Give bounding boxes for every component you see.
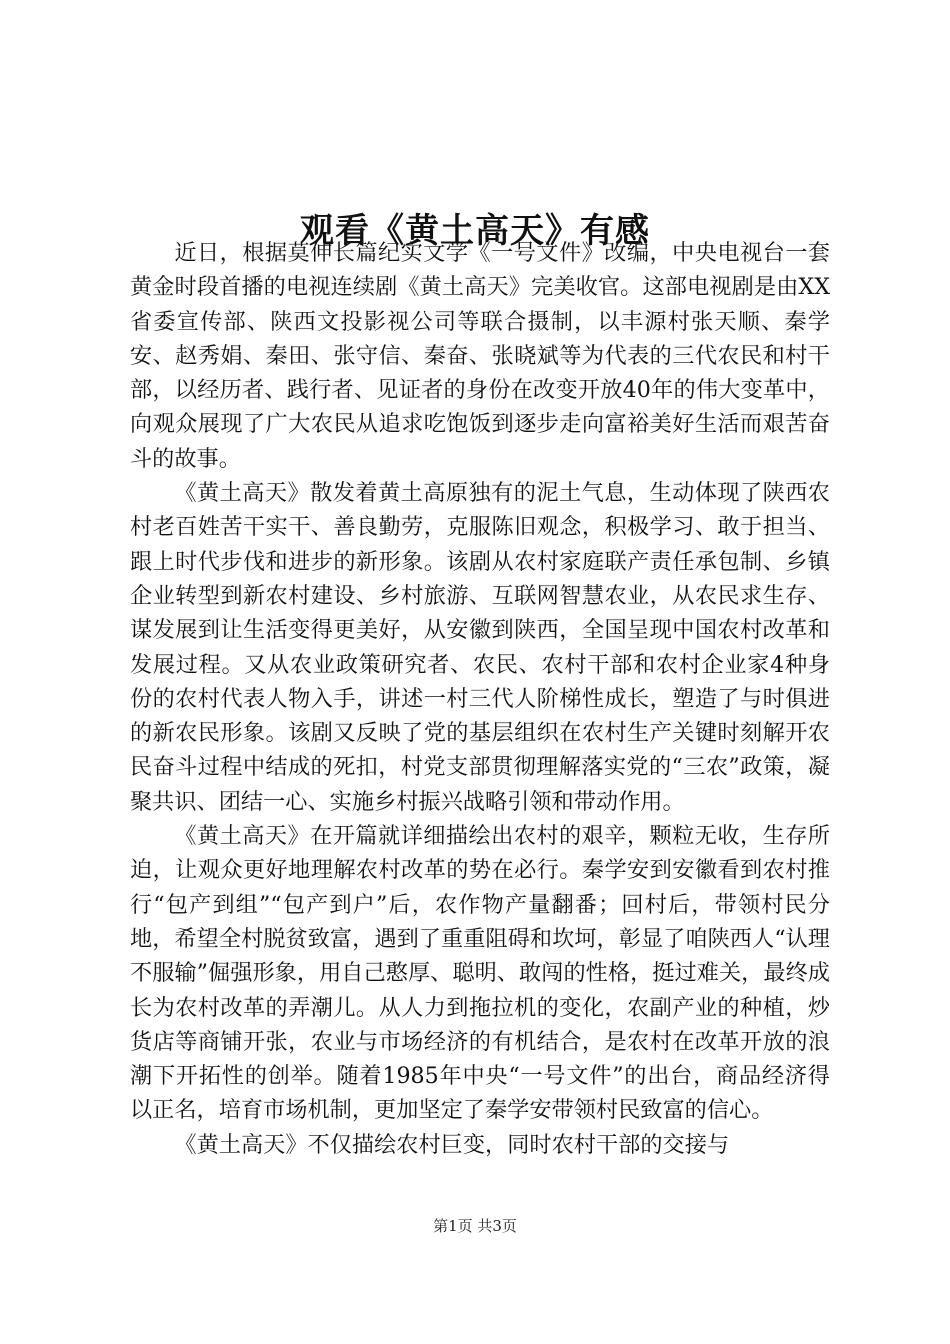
paragraph-3: 《黄土高天》在开篇就详细描绘出农村的艰辛，颗粒无收，生存所迫，让观众更好地理解农村改革的势在必行。秦学安到安徽看到农村推行“包产到组”“包产到户”后，农作物产量翻番；回村后，带领村民分地，希望全村脱贫致富，遇到了重重阻碍和坎坷，彰显了咱陕西人“认理不服输”倔强形象，用自己憨厚、聪明、敢闯的性格，挺过难关，最终成长为农村改革的弄潮儿。从人力到拖拉机的变化，农副产业的种植，炒货店等商铺开张，农业与市场经济的有机结合，是农村在改革开放的浪潮下开拓性的创举。随着1985年中央“一号文件”的出台，商品经济得以正名，培育市场机制，更加坚定了秦学安带领村民致富的信心。 xyxy=(130,823,830,1124)
document-title: 观看《黄土高天》有感 xyxy=(300,210,650,251)
paragraph-4: 《黄土高天》不仅描绘农村巨变，同时农村干部的交接与 xyxy=(174,1131,730,1158)
document-body xyxy=(130,236,830,1162)
page-footer: 第1页 共3页 xyxy=(433,1217,517,1235)
paragraph-1: 近日，根据莫伸长篇纪实文学《一号文件》改编，中央电视台一套黄金时段首播的电视连续剧《黄土高天》完美收官。这部电视剧是由XX省委宣传部、陕西文投影视公司等联合摄制，以丰源村张天顺、秦学安、赵秀娟、秦田、张守信、秦奋、张晓斌等为代表的三代农民和村干部，以经历者、践行者、见证者的身份在改变开放40年的伟大变革中，向观众展现了广大农民从追求吃饱饭到逐步走向富裕美好生活而艰苦奋斗的故事。 xyxy=(130,240,830,472)
paragraph-2: 《黄土高天》散发着黄土高原独有的泥土气息，生动体现了陕西农村老百姓苦干实干、善良勤劳，克服陈旧观念，积极学习、敢于担当、跟上时代步伐和进步的新形象。该剧从农村家庭联产责任承包制、乡镇企业转型到新农村建设、乡村旅游、互联网智慧农业，从农民求生存、谋发展到让生活变得更美好，从安徽到陕西，全国呈现中国农村改革和发展过程。又从农业政策研究者、农民、农村干部和农村企业家4种身份的农村代表人物入手，讲述一村三代人阶梯性成长，塑造了与时俱进的新农民形象。该剧又反映了党的基层组织在农村生产关键时刻解开农民奋斗过程中结成的死扣，村党支部贯彻理解落实党的“三农”政策，凝聚共识、团结一心、实施乡村振兴战略引领和带动作用。 xyxy=(130,480,830,815)
